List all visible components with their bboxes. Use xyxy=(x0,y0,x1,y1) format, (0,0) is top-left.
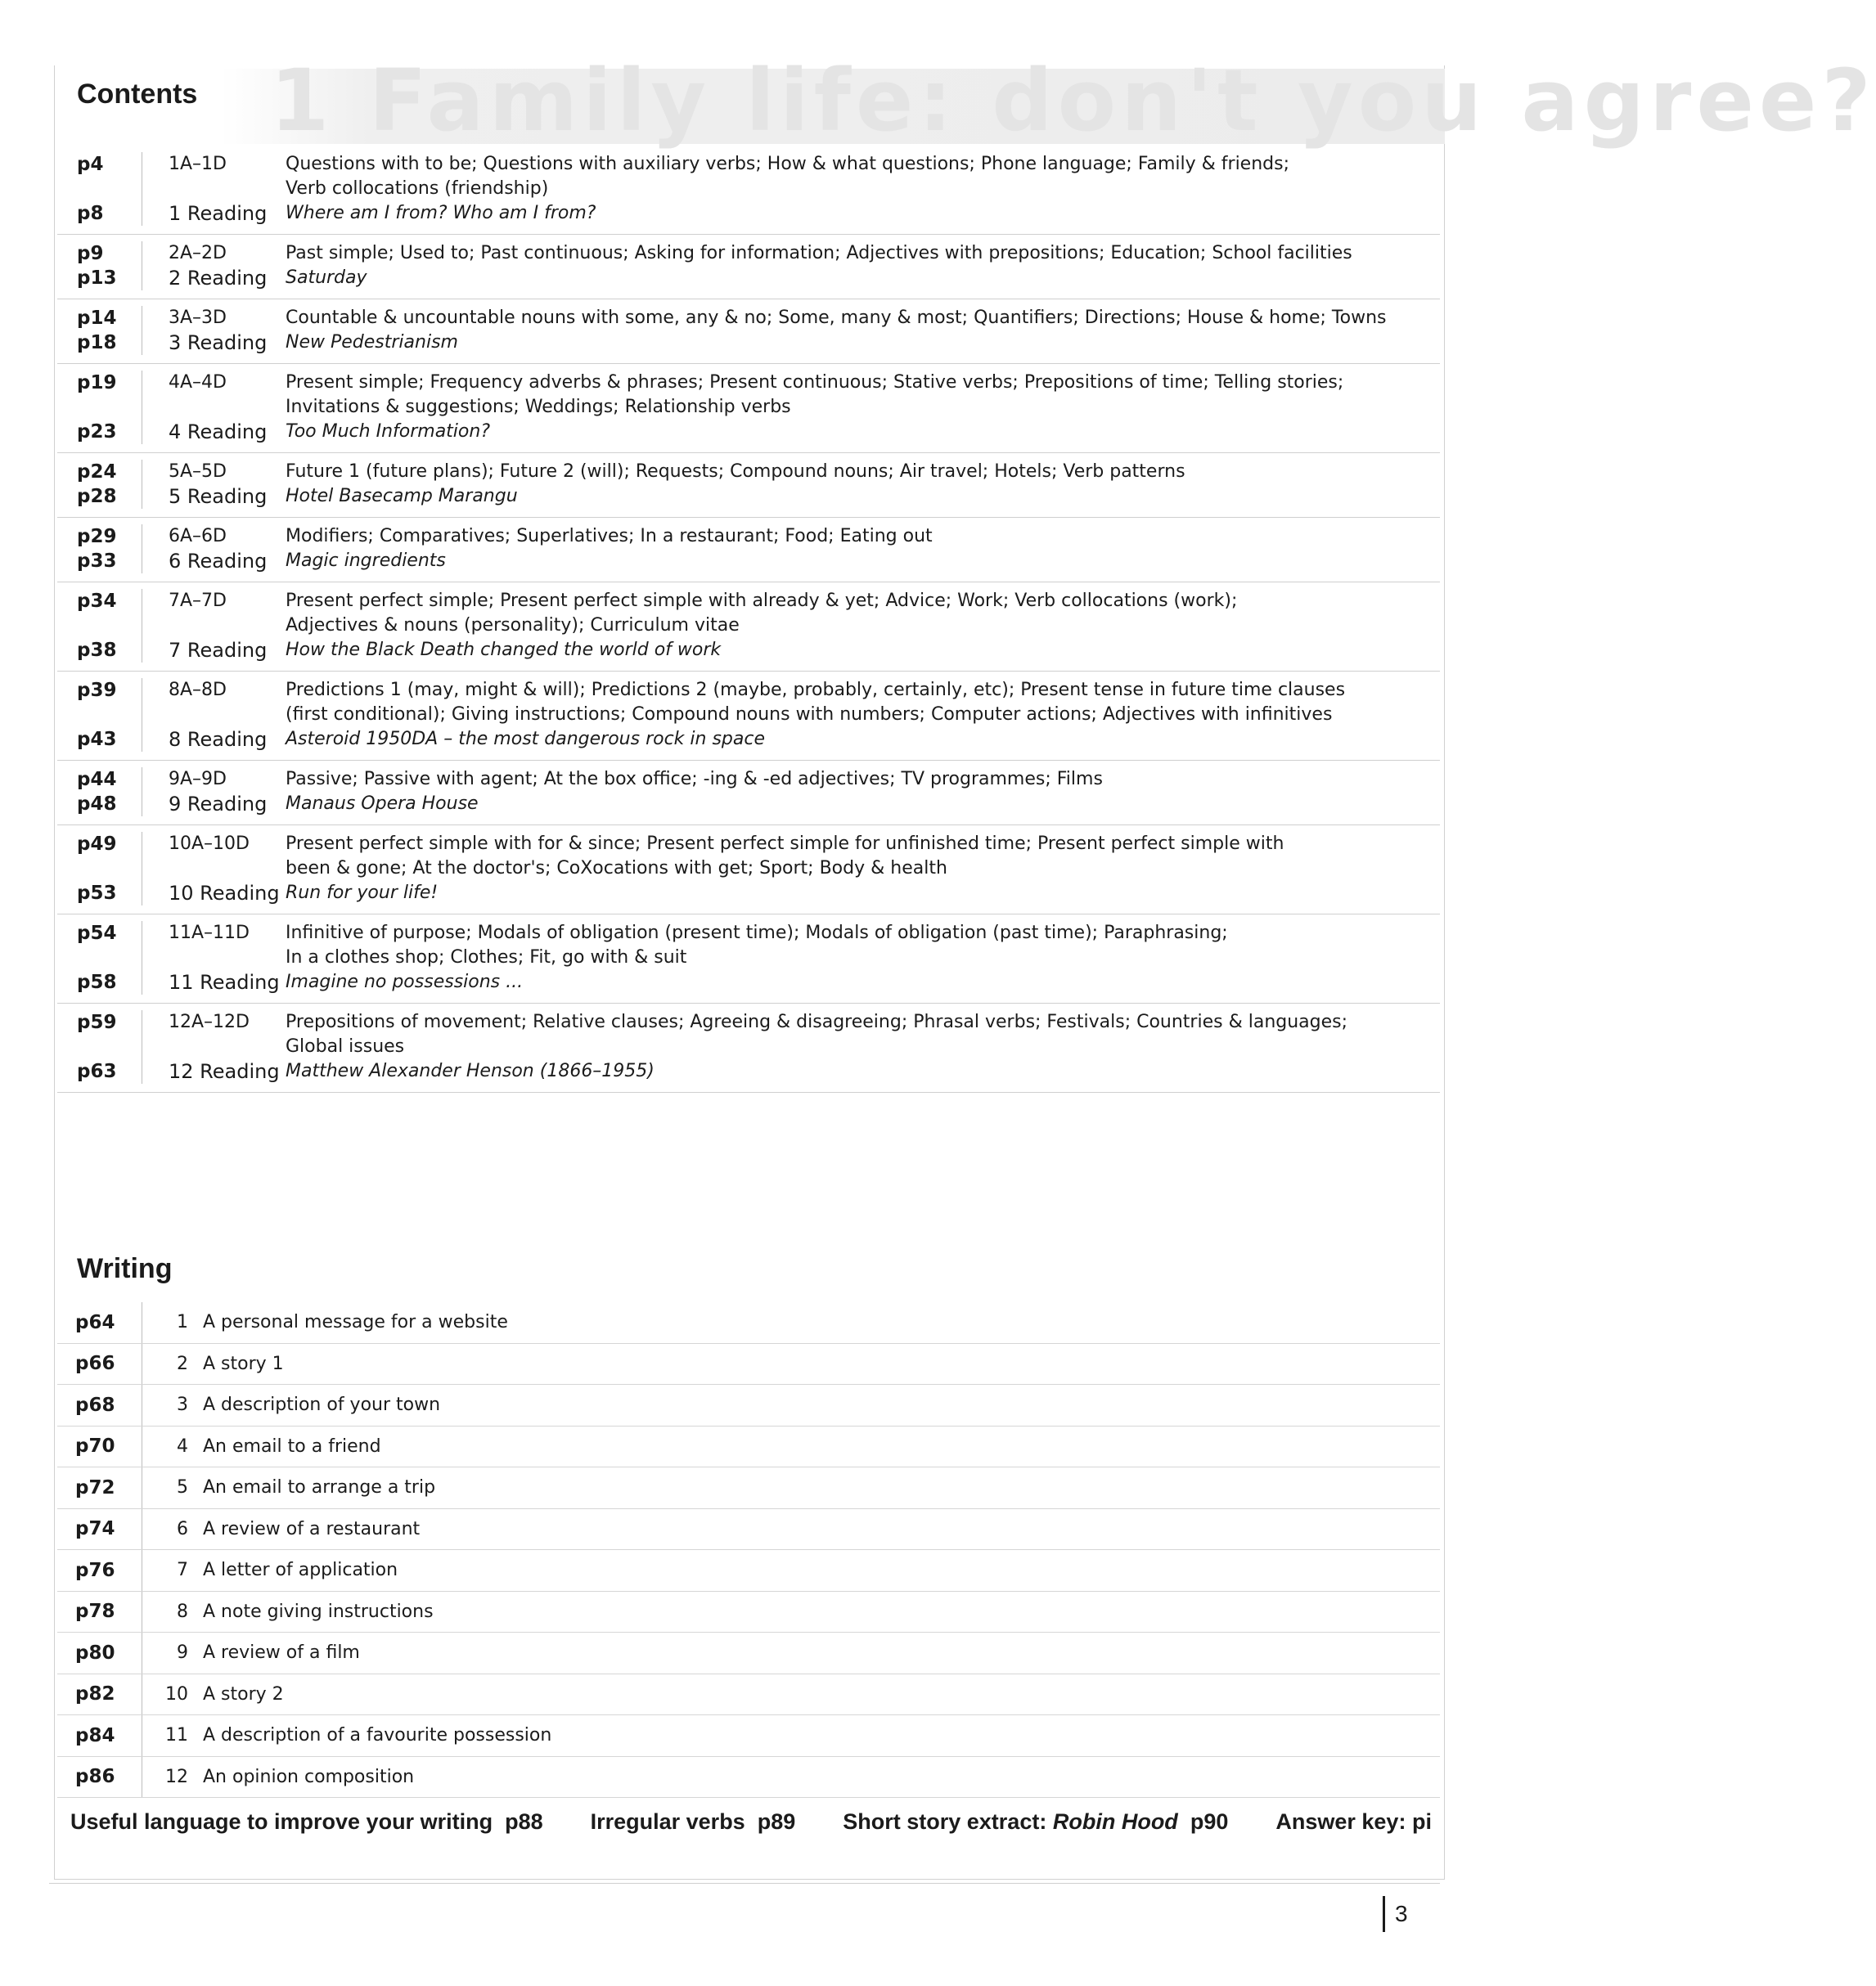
page-ref[interactable]: p14 xyxy=(77,308,117,329)
writing-task: A description of your town xyxy=(203,1395,441,1416)
reading-title: How the Black Death changed the world of work xyxy=(286,640,722,660)
writing-task: A letter of application xyxy=(203,1560,398,1581)
page-ref[interactable]: p44 xyxy=(77,769,117,790)
writing-number: 8 xyxy=(177,1601,188,1622)
writing-task: A review of a restaurant xyxy=(203,1518,421,1539)
reading-title: Imagine no possessions ... xyxy=(286,972,524,992)
topic-lines xyxy=(286,767,1440,792)
page-number: 3 xyxy=(1383,1896,1408,1932)
topic-line: Adjectives & nouns (personality); Curriculum vitae xyxy=(286,615,740,636)
topic-lines xyxy=(286,241,1440,266)
entry-pages xyxy=(57,1010,142,1084)
unit-range: 3A–3D xyxy=(169,308,227,328)
entry-units xyxy=(142,589,286,663)
footer-links xyxy=(70,1809,1432,1835)
entry-units xyxy=(142,678,286,752)
topic-line: Questions with to be; Questions with auxiliary verbs; How & what questions; Phone language; Family & friends; xyxy=(286,154,1289,174)
writing-item xyxy=(57,1344,1440,1386)
reading-title: Matthew Alexander Henson (1866–1955) xyxy=(286,1061,655,1081)
writing-item xyxy=(57,1674,1440,1716)
topic-line: In a clothes shop; Clothes; Fit, go with & suit xyxy=(286,947,687,968)
writing-title-cell xyxy=(142,1633,1440,1674)
page-ref[interactable]: p68 xyxy=(75,1394,115,1416)
entry-topics xyxy=(286,371,1440,444)
page-ref[interactable]: p4 xyxy=(77,154,104,175)
contents-entry xyxy=(57,825,1440,914)
reading-title: Magic ingredients xyxy=(286,550,446,571)
unit-range: 12A–12D xyxy=(169,1012,250,1032)
writing-item xyxy=(57,1633,1440,1674)
entry-units xyxy=(142,767,286,816)
writing-item xyxy=(57,1467,1440,1509)
topic-line: Passive; Passive with agent; At the box office; -ing & -ed adjectives; TV programmes; Films xyxy=(286,769,1103,789)
writing-title-cell xyxy=(142,1427,1440,1467)
footer-irregular-verbs[interactable]: Irregular verbs p89 xyxy=(590,1809,796,1834)
entry-topics xyxy=(286,678,1440,752)
unit-reading: 11 Reading xyxy=(169,971,280,994)
page-ref[interactable]: p29 xyxy=(77,526,117,547)
entry-topics xyxy=(286,832,1440,905)
page-ref[interactable]: p74 xyxy=(75,1518,115,1540)
contents-table xyxy=(57,146,1440,1093)
writing-table xyxy=(57,1302,1440,1798)
writing-task: An email to a friend xyxy=(203,1436,381,1457)
entry-units xyxy=(142,832,286,905)
page-ref[interactable]: p13 xyxy=(77,267,117,289)
entry-topics xyxy=(286,1010,1440,1084)
entry-units xyxy=(142,241,286,290)
entry-units xyxy=(142,152,286,226)
page-ref[interactable]: p66 xyxy=(75,1353,115,1375)
unit-reading: 8 Reading xyxy=(169,728,268,751)
unit-range: 9A–9D xyxy=(169,769,227,789)
page-ref[interactable]: p78 xyxy=(75,1601,115,1623)
page-ref[interactable]: p63 xyxy=(77,1061,117,1082)
page-ref[interactable]: p9 xyxy=(77,243,104,264)
page-ref[interactable]: p28 xyxy=(77,486,117,507)
unit-range: 7A–7D xyxy=(169,591,227,611)
writing-item xyxy=(57,1427,1440,1468)
entry-units xyxy=(142,306,286,355)
page-ref[interactable]: p82 xyxy=(75,1683,115,1705)
unit-reading: 9 Reading xyxy=(169,793,268,816)
entry-pages xyxy=(57,589,142,663)
writing-item xyxy=(57,1385,1440,1427)
writing-number: 9 xyxy=(177,1642,188,1664)
reading-title: Run for your life! xyxy=(286,883,439,903)
topic-line: Past simple; Used to; Past continuous; Asking for information; Adjectives with prepositions; Education; School facilities xyxy=(286,243,1352,263)
page-ref[interactable]: p48 xyxy=(77,793,117,815)
page-ref[interactable]: p53 xyxy=(77,883,117,904)
writing-title-cell xyxy=(142,1550,1440,1591)
contents-entry xyxy=(57,518,1440,582)
topic-lines xyxy=(286,1010,1440,1059)
entry-topics xyxy=(286,460,1440,509)
contents-entry xyxy=(57,235,1440,299)
page-ref[interactable]: p76 xyxy=(75,1559,115,1581)
page-ref[interactable]: p38 xyxy=(77,640,117,661)
topic-line: (first conditional); Giving instructions; Compound nouns with numbers; Computer actions; Adjectives with infinitives xyxy=(286,704,1333,725)
writing-title: Writing xyxy=(77,1253,173,1284)
topic-line: Present perfect simple; Present perfect simple with already & yet; Advice; Work; Verb collocations (work); xyxy=(286,591,1238,611)
topic-line: Present perfect simple with for & since; Present perfect simple for unfinished time; Present perfect simple with xyxy=(286,833,1284,854)
unit-range: 11A–11D xyxy=(169,923,250,943)
writing-number: 11 xyxy=(165,1725,188,1746)
entry-units xyxy=(142,921,286,995)
topic-line: Invitations & suggestions; Weddings; Relationship verbs xyxy=(286,397,791,417)
entry-topics xyxy=(286,306,1440,355)
writing-number: 3 xyxy=(177,1395,188,1416)
writing-task: A review of a film xyxy=(203,1642,360,1664)
topic-line: Future 1 (future plans); Future 2 (will); Requests; Compound nouns; Air travel; Hotels; Verb patterns xyxy=(286,461,1185,482)
writing-number: 10 xyxy=(165,1683,188,1705)
unit-range: 5A–5D xyxy=(169,461,227,482)
entry-units xyxy=(142,524,286,573)
writing-task: An opinion composition xyxy=(203,1766,415,1787)
page-ref[interactable]: p54 xyxy=(77,923,117,944)
writing-title-cell xyxy=(142,1344,1440,1385)
unit-reading: 10 Reading xyxy=(169,882,280,905)
page-ref[interactable]: p72 xyxy=(75,1476,115,1498)
contents-entry xyxy=(57,364,1440,453)
writing-title-cell xyxy=(142,1509,1440,1550)
footer-useful-language[interactable]: Useful language to improve your writing p88 xyxy=(70,1809,543,1834)
entry-topics xyxy=(286,241,1440,290)
unit-range: 1A–1D xyxy=(169,154,227,174)
contents-title: Contents xyxy=(77,79,198,110)
page-ref[interactable]: p80 xyxy=(75,1642,115,1664)
bottom-rule xyxy=(49,1883,1440,1884)
entry-pages xyxy=(57,371,142,444)
page-ref[interactable]: p23 xyxy=(77,421,117,443)
reading-title: Saturday xyxy=(286,267,367,288)
topic-lines xyxy=(286,524,1440,549)
unit-reading: 12 Reading xyxy=(169,1060,280,1083)
entry-topics xyxy=(286,921,1440,995)
entry-topics xyxy=(286,524,1440,573)
entry-pages xyxy=(57,832,142,905)
writing-number: 1 xyxy=(177,1312,188,1333)
contents-entry xyxy=(57,582,1440,672)
unit-range: 2A–2D xyxy=(169,243,227,263)
unit-range: 4A–4D xyxy=(169,372,227,393)
unit-range: 10A–10D xyxy=(169,833,250,854)
writing-task: An email to arrange a trip xyxy=(203,1477,436,1498)
page-ref[interactable]: p19 xyxy=(77,372,117,393)
topic-line: Predictions 1 (may, might & will); Predictions 2 (maybe, probably, certainly, etc); Present tense in future time clauses xyxy=(286,680,1346,700)
entry-topics xyxy=(286,152,1440,226)
writing-number: 4 xyxy=(177,1436,188,1457)
writing-item xyxy=(57,1715,1440,1757)
unit-range: 8A–8D xyxy=(169,680,227,700)
contents-entry xyxy=(57,299,1440,364)
page-ref[interactable]: p59 xyxy=(77,1012,117,1033)
topic-line: Verb collocations (friendship) xyxy=(286,178,549,199)
entry-units xyxy=(142,460,286,509)
writing-number: 5 xyxy=(177,1477,188,1498)
writing-task: A description of a favourite possession xyxy=(203,1725,552,1746)
page-ref[interactable]: p84 xyxy=(75,1724,115,1746)
writing-title-cell xyxy=(142,1302,1440,1343)
unit-reading: 6 Reading xyxy=(169,550,268,573)
topic-lines xyxy=(286,371,1440,420)
topic-lines xyxy=(286,589,1440,638)
contents-entry xyxy=(57,914,1440,1004)
entry-pages xyxy=(57,241,142,290)
unit-reading: 4 Reading xyxy=(169,420,268,443)
writing-number: 12 xyxy=(165,1766,188,1787)
banner-watermark xyxy=(221,51,1876,151)
unit-reading: 5 Reading xyxy=(169,485,268,508)
entry-pages xyxy=(57,921,142,995)
entry-topics xyxy=(286,767,1440,816)
writing-title-cell xyxy=(142,1467,1440,1508)
footer-answer-key[interactable]: Answer key: pi xyxy=(1275,1809,1432,1834)
contents-entry xyxy=(57,672,1440,761)
reading-title: New Pedestrianism xyxy=(286,332,458,353)
contents-entry xyxy=(57,761,1440,825)
topic-lines xyxy=(286,832,1440,881)
topic-line: Prepositions of movement; Relative clauses; Agreeing & disagreeing; Phrasal verbs; Festivals; Countries & languages; xyxy=(286,1012,1348,1032)
topic-line: been & gone; At the doctor's; CoXocations with get; Sport; Body & health xyxy=(286,858,947,878)
writing-title-cell xyxy=(142,1674,1440,1715)
topic-lines xyxy=(286,460,1440,484)
page-ref[interactable]: p24 xyxy=(77,461,117,483)
topic-line: Present simple; Frequency adverbs & phrases; Present continuous; Stative verbs; Prepositions of time; Telling stories; xyxy=(286,372,1344,393)
writing-item xyxy=(57,1757,1440,1799)
unit-reading: 3 Reading xyxy=(169,331,268,354)
reading-title: Asteroid 1950DA – the most dangerous rock in space xyxy=(286,729,765,749)
unit-reading: 1 Reading xyxy=(169,202,268,225)
entry-topics xyxy=(286,589,1440,663)
writing-title-cell xyxy=(142,1715,1440,1756)
page-ref[interactable]: p49 xyxy=(77,833,117,855)
writing-number: 2 xyxy=(177,1353,188,1374)
page-ref[interactable]: p34 xyxy=(77,591,117,612)
reading-title: Too Much Information? xyxy=(286,421,491,442)
topic-lines xyxy=(286,306,1440,330)
entry-pages xyxy=(57,152,142,226)
writing-title-cell xyxy=(142,1757,1440,1798)
entry-units xyxy=(142,371,286,444)
writing-number: 7 xyxy=(177,1560,188,1581)
writing-task: A story 2 xyxy=(203,1683,284,1705)
topic-line: Countable & uncountable nouns with some, any & no; Some, many & most; Quantifiers; Directions; House & home; Towns xyxy=(286,308,1387,328)
reading-title: Manaus Opera House xyxy=(286,793,479,814)
writing-item xyxy=(57,1550,1440,1592)
writing-title-cell xyxy=(142,1592,1440,1633)
topic-lines xyxy=(286,678,1440,727)
page-ref[interactable]: p39 xyxy=(77,680,117,701)
entry-pages xyxy=(57,678,142,752)
entry-pages xyxy=(57,767,142,816)
writing-item xyxy=(57,1302,1440,1344)
contents-entry xyxy=(57,146,1440,235)
writing-number: 6 xyxy=(177,1518,188,1539)
page-ref[interactable]: p70 xyxy=(75,1436,115,1458)
banner-text: 1 Family life: don't you agree? xyxy=(270,51,1876,151)
page-ref[interactable]: p8 xyxy=(77,203,104,224)
topic-lines xyxy=(286,152,1440,201)
writing-task: A note giving instructions xyxy=(203,1601,434,1622)
page-ref[interactable]: p33 xyxy=(77,550,117,572)
topic-line: Modifiers; Comparatives; Superlatives; In a restaurant; Food; Eating out xyxy=(286,526,933,546)
contents-entry xyxy=(57,1004,1440,1093)
page-ref[interactable]: p64 xyxy=(75,1311,115,1333)
writing-title-cell xyxy=(142,1385,1440,1426)
unit-range: 6A–6D xyxy=(169,526,227,546)
entry-units xyxy=(142,1010,286,1084)
reading-title: Hotel Basecamp Marangu xyxy=(286,486,518,506)
topic-line: Global issues xyxy=(286,1036,405,1057)
writing-item xyxy=(57,1592,1440,1633)
writing-task: A personal message for a website xyxy=(203,1312,508,1333)
page-ref[interactable]: p86 xyxy=(75,1766,115,1788)
topic-lines xyxy=(286,921,1440,970)
unit-reading: 7 Reading xyxy=(169,639,268,662)
reading-title: Where am I from? Who am I from? xyxy=(286,203,596,223)
entry-pages xyxy=(57,306,142,355)
topic-line: Infinitive of purpose; Modals of obligation (present time); Modals of obligation (past time); Paraphrasing; xyxy=(286,923,1228,943)
unit-reading: 2 Reading xyxy=(169,267,268,290)
page-ref[interactable]: p58 xyxy=(77,972,117,993)
writing-item xyxy=(57,1509,1440,1551)
entry-pages xyxy=(57,524,142,573)
footer-short-story[interactable]: Short story extract: Robin Hood p90 xyxy=(843,1809,1229,1834)
entry-pages xyxy=(57,460,142,509)
page-ref[interactable]: p18 xyxy=(77,332,117,353)
writing-task: A story 1 xyxy=(203,1353,284,1374)
page-ref[interactable]: p43 xyxy=(77,729,117,750)
contents-entry xyxy=(57,453,1440,518)
